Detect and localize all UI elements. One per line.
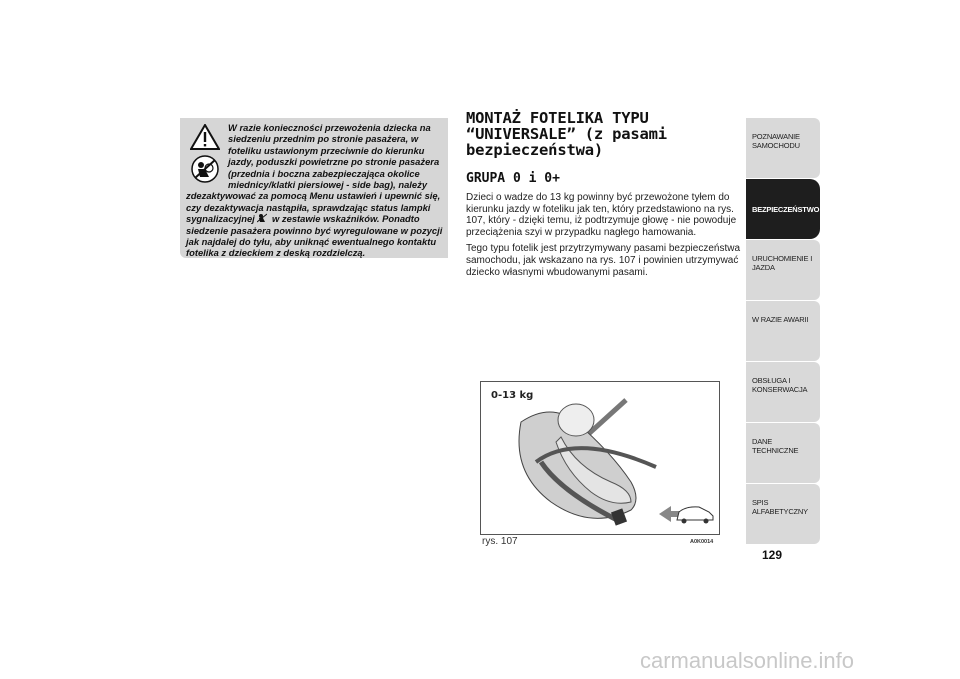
warning-box: [180, 118, 448, 258]
chapter-tabs: [746, 118, 820, 545]
body-text: [466, 192, 740, 283]
watermark: carmanualsonline.info: [640, 648, 855, 673]
figure-weight-label: 0-13 kg: [491, 390, 534, 401]
tab-uruchomienie-i-jazda[interactable]: [746, 240, 820, 300]
tab-label: BEZPIECZEŃSTWO: [752, 205, 820, 214]
figure-code: A0K0014: [690, 539, 714, 545]
tab-poznawanie-samochodu[interactable]: [746, 118, 820, 178]
tab-label: W RAZIE AWARII: [752, 315, 809, 324]
tab-label: URUCHOMIENIE I JAZDA: [752, 254, 813, 272]
warning-text: [186, 122, 444, 259]
warning-triangle-icon: [190, 124, 220, 150]
tab-dane-techniczne[interactable]: [746, 423, 820, 483]
paragraph-2: Tego typu fotelik jest przytrzymywany pasami bezpieczeństwa samochodu, jak wskazano na rys. 107 i powinien utrzymywać dziecko własnymi wbudowanymi pasami.: [466, 243, 741, 278]
tab-w-razie-awarii[interactable]: [746, 301, 820, 361]
warning-text-tail: w zestawie wskaźników. Ponadto siedzenie pasażera powinno być wyregulowane w pozycji jak najdalej do tyłu, aby uniknąć ewentualnego kontaktu fotelika z dzieckiem z deską rozdzielczą.: [186, 213, 443, 259]
tab-obsluga-i-konserwacja[interactable]: [746, 362, 820, 422]
tab-label: OBSŁUGA I KONSERWACJA: [752, 376, 808, 394]
page-number: 129: [762, 548, 783, 562]
paragraph-1: Dzieci o wadze do 13 kg powinny być przewożone tyłem do kierunku jazdy w foteliku jak ten, który przedstawiono na rys. 107, który - dzięki temu, iż podtrzymuje głowę - nie powoduje przeciążenia szyi w przypadku nagłego hamowania.: [466, 192, 737, 238]
tab-label: SPIS ALFABETYCZNY: [752, 498, 808, 516]
tab-bezpieczenstwo[interactable]: [746, 179, 820, 239]
airbag-off-icon: [190, 154, 220, 184]
section-subtitle: GRUPA 0 i 0+: [466, 171, 560, 186]
airbag-indicator-icon: [257, 213, 267, 223]
tab-label: DANE TECHNICZNE: [752, 437, 799, 455]
warning-text-main: W razie konieczności przewożenia dziecka na siedzeniu przednim po stronie pasażera, w foteliku ustawionym przeciwnie do kierunku jazdy, poduszki powietrzne po stronie pasażera (przednia i boczna zabezpieczająca okolice miednicy/klatki piersiowej - side bag), należy zdezaktywować za pomocą Menu ustawień i upewnić się, czy dezaktywacja nastąpiła, sprawdzając status lampki sygnalizacyjnej: [186, 122, 441, 225]
child-seat-illustration: [481, 382, 719, 534]
figure-caption: rys. 107: [482, 536, 518, 547]
section-title: MONTAŻ FOTELIKA TYPU “UNIVERSALE” (z pasami bezpieczeństwa): [466, 109, 667, 159]
figure-child-seat: [480, 381, 720, 535]
tab-label: POZNAWANIE SAMOCHODU: [752, 132, 800, 150]
tab-spis-alfabetyczny[interactable]: [746, 484, 820, 544]
